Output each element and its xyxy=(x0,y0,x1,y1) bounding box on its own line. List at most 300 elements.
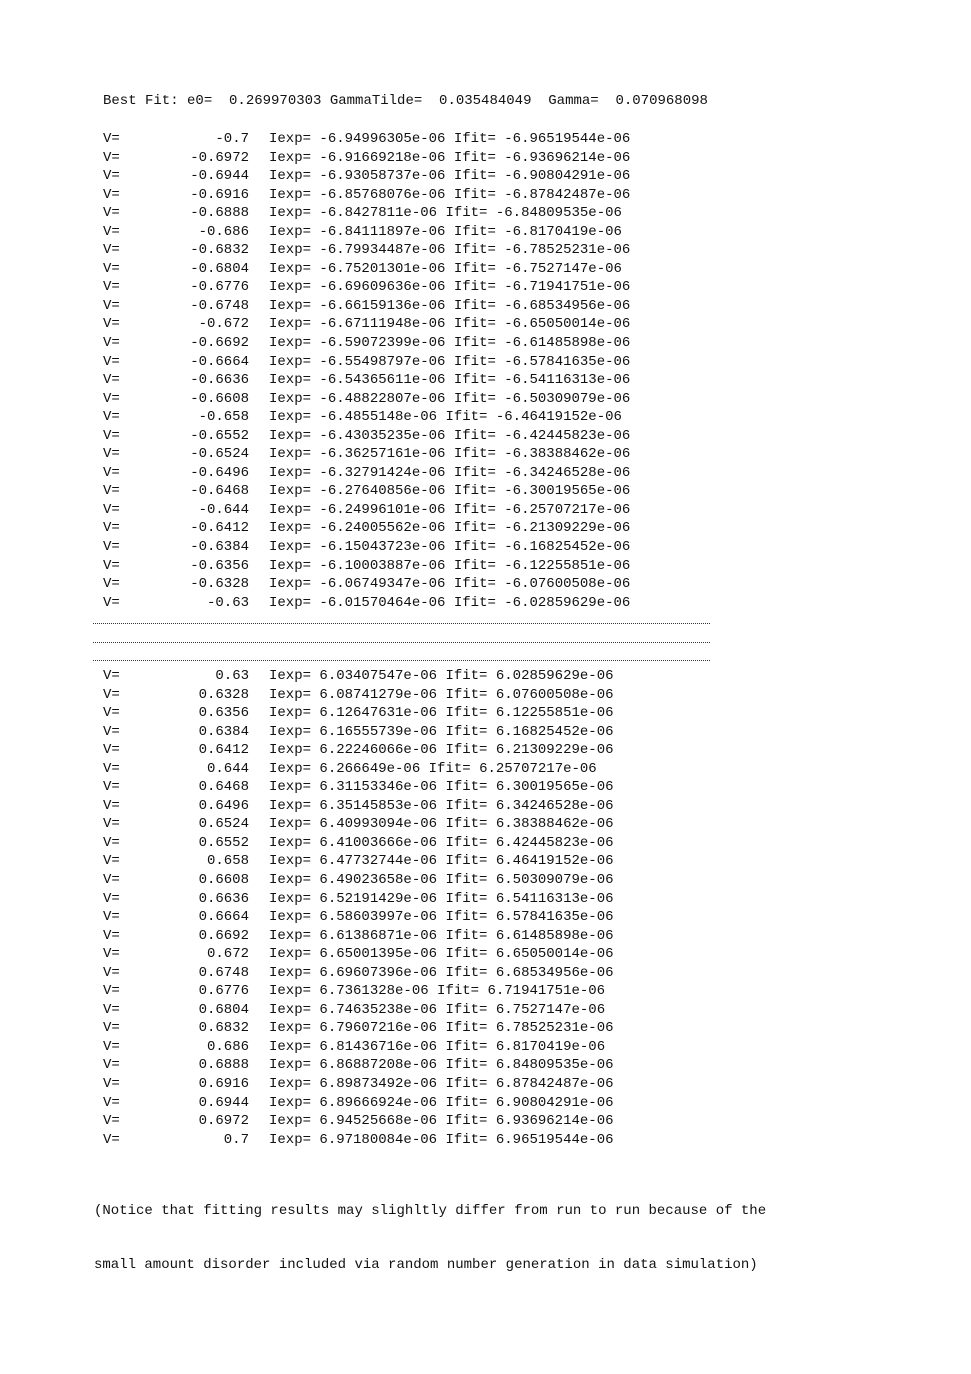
v-value: 0.6468 xyxy=(198,779,249,796)
v-label: V= xyxy=(103,390,120,407)
v-label: V= xyxy=(103,1057,120,1074)
ifit-label: Ifit= xyxy=(453,168,496,185)
current-values xyxy=(269,741,614,760)
ifit-label: Ifit= xyxy=(453,149,496,166)
iexp-label: Iexp= xyxy=(269,1131,312,1148)
ifit-label: Ifit= xyxy=(445,890,488,907)
iexp-value: 6.03407547e-06 xyxy=(319,668,438,684)
ifit-value: -6.84809535e-06 xyxy=(495,205,622,222)
v-label: V= xyxy=(103,1113,120,1130)
ifit-label: Ifit= xyxy=(445,1113,488,1130)
v-value: 0.6748 xyxy=(198,964,249,981)
current-values xyxy=(269,1112,614,1131)
iexp-value: -6.85768076e-06 xyxy=(319,186,446,203)
v-value: -0.6888 xyxy=(190,205,249,222)
v-value: -0.63 xyxy=(206,594,249,611)
v-value: 0.644 xyxy=(206,760,249,777)
ifit-label: Ifit= xyxy=(445,1057,488,1074)
v-value: 0.6384 xyxy=(198,723,249,740)
v-value: -0.6328 xyxy=(190,576,249,593)
v-label: V= xyxy=(103,353,120,370)
current-values xyxy=(269,519,630,538)
iexp-label: Iexp= xyxy=(269,983,312,1000)
iexp-label: Iexp= xyxy=(269,890,312,907)
v-value: -0.6972 xyxy=(190,149,249,166)
iexp-label: Iexp= xyxy=(269,723,312,740)
ifit-value: -6.71941751e-06 xyxy=(504,279,631,296)
v-value: -0.6468 xyxy=(190,483,249,500)
iexp-value: 6.22246066e-06 xyxy=(319,742,438,759)
ifit-label: Ifit= xyxy=(453,557,496,574)
v-value: -0.6412 xyxy=(190,520,249,537)
ifit-value: -6.87842487e-06 xyxy=(504,186,631,203)
iexp-value: -6.01570464e-06 xyxy=(319,594,446,611)
current-values xyxy=(269,557,630,576)
ifit-value: -6.8170419e-06 xyxy=(504,223,622,240)
ifit-label: Ifit= xyxy=(437,983,480,1000)
current-values xyxy=(269,334,630,353)
iexp-label: Iexp= xyxy=(269,760,312,777)
ifit-label: Ifit= xyxy=(453,131,496,147)
iexp-label: Iexp= xyxy=(269,149,312,166)
current-values xyxy=(269,501,630,520)
iexp-value: -6.69609636e-06 xyxy=(319,279,446,296)
footnote xyxy=(94,1166,766,1310)
current-values xyxy=(269,353,630,372)
iexp-value: -6.24996101e-06 xyxy=(319,501,446,518)
iexp-value: -6.36257161e-06 xyxy=(319,446,446,463)
current-values xyxy=(269,167,630,186)
v-value: -0.658 xyxy=(198,409,249,426)
v-label: V= xyxy=(103,446,120,463)
current-values xyxy=(269,130,630,149)
ifit-value: 6.78525231e-06 xyxy=(495,1020,614,1037)
ifit-value: -6.93696214e-06 xyxy=(504,149,631,166)
ifit-label: Ifit= xyxy=(453,260,496,277)
ifit-value: -6.38388462e-06 xyxy=(504,446,631,463)
v-value: -0.7 xyxy=(215,131,249,147)
ifit-value: 6.7527147e-06 xyxy=(495,1001,606,1018)
v-value: -0.6944 xyxy=(190,168,249,185)
ifit-value: 6.02859629e-06 xyxy=(495,668,614,684)
ifit-value: -6.12255851e-06 xyxy=(504,557,631,574)
v-label: V= xyxy=(103,816,120,833)
v-value: -0.6804 xyxy=(190,260,249,277)
iexp-label: Iexp= xyxy=(269,464,312,481)
ifit-label: Ifit= xyxy=(453,316,496,333)
v-value: -0.6692 xyxy=(190,335,249,352)
ifit-value: 6.07600508e-06 xyxy=(495,686,614,703)
v-value: -0.686 xyxy=(198,223,249,240)
iexp-label: Iexp= xyxy=(269,539,312,556)
ifit-value: 6.54116313e-06 xyxy=(495,890,614,907)
iexp-value: -6.91669218e-06 xyxy=(319,149,446,166)
iexp-value: -6.15043723e-06 xyxy=(319,539,446,556)
v-label: V= xyxy=(103,834,120,851)
ifit-label: Ifit= xyxy=(445,1094,488,1111)
current-values xyxy=(269,241,630,260)
current-values xyxy=(269,1038,605,1057)
iexp-value: -6.43035235e-06 xyxy=(319,427,446,444)
v-value: 0.6972 xyxy=(198,1113,249,1130)
ifit-label: Ifit= xyxy=(453,483,496,500)
iexp-value: 6.266649e-06 xyxy=(319,760,421,777)
iexp-label: Iexp= xyxy=(269,816,312,833)
v-value: 0.6496 xyxy=(198,797,249,814)
v-value: -0.672 xyxy=(198,316,249,333)
v-label: V= xyxy=(103,242,120,259)
v-value: 0.6916 xyxy=(198,1076,249,1093)
v-label: V= xyxy=(103,797,120,814)
v-value: -0.6552 xyxy=(190,427,249,444)
iexp-value: 6.08741279e-06 xyxy=(319,686,438,703)
iexp-value: 6.65001395e-06 xyxy=(319,946,438,963)
ifit-value: -6.78525231e-06 xyxy=(504,242,631,259)
v-label: V= xyxy=(103,576,120,593)
iexp-value: 6.74635238e-06 xyxy=(319,1001,438,1018)
best-fit-line: Best Fit: e0= 0.269970303 GammaTilde= 0.035484049 Gamma= 0.070968098 xyxy=(103,93,708,109)
iexp-label: Iexp= xyxy=(269,964,312,981)
iexp-value: -6.8427811e-06 xyxy=(319,205,438,222)
iexp-label: Iexp= xyxy=(269,557,312,574)
ifit-label: Ifit= xyxy=(445,1020,488,1037)
ifit-label: Ifit= xyxy=(445,1131,488,1148)
v-label: V= xyxy=(103,927,120,944)
current-values xyxy=(269,538,630,557)
iexp-label: Iexp= xyxy=(269,872,312,889)
current-values xyxy=(269,482,630,501)
v-value: -0.6664 xyxy=(190,353,249,370)
current-values xyxy=(269,871,614,890)
iexp-value: -6.54365611e-06 xyxy=(319,372,446,389)
current-values xyxy=(269,390,630,409)
ifit-label: Ifit= xyxy=(445,205,488,222)
v-label: V= xyxy=(103,964,120,981)
iexp-value: 6.89666924e-06 xyxy=(319,1094,438,1111)
current-values xyxy=(269,408,622,427)
current-values xyxy=(269,778,614,797)
ifit-value: 6.30019565e-06 xyxy=(495,779,614,796)
v-label: V= xyxy=(103,1001,120,1018)
current-values xyxy=(269,704,614,723)
ifit-value: -6.25707217e-06 xyxy=(504,501,631,518)
current-values xyxy=(269,667,614,686)
current-values xyxy=(269,834,614,853)
iexp-label: Iexp= xyxy=(269,834,312,851)
v-value: 0.6552 xyxy=(198,834,249,851)
ifit-label: Ifit= xyxy=(445,723,488,740)
v-label: V= xyxy=(103,279,120,296)
v-value: -0.644 xyxy=(198,501,249,518)
current-values xyxy=(269,260,622,279)
ifit-label: Ifit= xyxy=(453,335,496,352)
iexp-label: Iexp= xyxy=(269,520,312,537)
iexp-label: Iexp= xyxy=(269,168,312,185)
v-label: V= xyxy=(103,909,120,926)
ifit-label: Ifit= xyxy=(453,297,496,314)
ellipsis-divider xyxy=(93,660,710,661)
iexp-label: Iexp= xyxy=(269,390,312,407)
iexp-value: -6.32791424e-06 xyxy=(319,464,446,481)
ifit-label: Ifit= xyxy=(453,576,496,593)
ifit-label: Ifit= xyxy=(453,427,496,444)
iexp-label: Iexp= xyxy=(269,946,312,963)
ifit-value: -6.46419152e-06 xyxy=(495,409,622,426)
ellipsis-divider xyxy=(93,642,710,643)
iexp-value: -6.93058737e-06 xyxy=(319,168,446,185)
ifit-value: -6.65050014e-06 xyxy=(504,316,631,333)
iexp-label: Iexp= xyxy=(269,409,312,426)
ifit-label: Ifit= xyxy=(445,705,488,722)
ifit-label: Ifit= xyxy=(453,594,496,611)
ifit-value: -6.57841635e-06 xyxy=(504,353,631,370)
ifit-label: Ifit= xyxy=(453,501,496,518)
ifit-label: Ifit= xyxy=(453,353,496,370)
v-label: V= xyxy=(103,223,120,240)
ifit-value: 6.46419152e-06 xyxy=(495,853,614,870)
iexp-label: Iexp= xyxy=(269,335,312,352)
v-label: V= xyxy=(103,205,120,222)
current-values xyxy=(269,1019,614,1038)
iexp-value: -6.66159136e-06 xyxy=(319,297,446,314)
current-values xyxy=(269,464,630,483)
ifit-value: 6.38388462e-06 xyxy=(495,816,614,833)
iexp-value: 6.58603997e-06 xyxy=(319,909,438,926)
v-label: V= xyxy=(103,297,120,314)
iexp-value: -6.75201301e-06 xyxy=(319,260,446,277)
current-values xyxy=(269,315,630,334)
current-values xyxy=(269,945,614,964)
v-label: V= xyxy=(103,853,120,870)
current-values xyxy=(269,445,630,464)
iexp-label: Iexp= xyxy=(269,353,312,370)
iexp-label: Iexp= xyxy=(269,594,312,611)
v-label: V= xyxy=(103,890,120,907)
ifit-value: -6.02859629e-06 xyxy=(504,594,631,611)
ifit-label: Ifit= xyxy=(445,872,488,889)
current-values xyxy=(269,908,614,927)
v-label: V= xyxy=(103,760,120,777)
current-values xyxy=(269,186,630,205)
v-label: V= xyxy=(103,779,120,796)
v-value: 0.6776 xyxy=(198,983,249,1000)
v-value: -0.6832 xyxy=(190,242,249,259)
ifit-value: 6.16825452e-06 xyxy=(495,723,614,740)
ifit-label: Ifit= xyxy=(445,668,488,684)
ifit-value: -6.30019565e-06 xyxy=(504,483,631,500)
ifit-label: Ifit= xyxy=(445,927,488,944)
iexp-value: -6.67111948e-06 xyxy=(319,316,446,333)
current-values xyxy=(269,1001,605,1020)
v-label: V= xyxy=(103,149,120,166)
v-label: V= xyxy=(103,131,120,147)
iexp-label: Iexp= xyxy=(269,260,312,277)
v-label: V= xyxy=(103,539,120,556)
iexp-value: 6.89873492e-06 xyxy=(319,1076,438,1093)
v-value: 0.686 xyxy=(206,1038,249,1055)
current-values xyxy=(269,760,597,779)
ifit-value: 6.96519544e-06 xyxy=(495,1131,614,1148)
iexp-value: 6.61386871e-06 xyxy=(319,927,438,944)
iexp-value: 6.12647631e-06 xyxy=(319,705,438,722)
v-value: 0.6608 xyxy=(198,872,249,889)
v-value: -0.6356 xyxy=(190,557,249,574)
iexp-value: -6.24005562e-06 xyxy=(319,520,446,537)
ifit-value: -6.68534956e-06 xyxy=(504,297,631,314)
ifit-label: Ifit= xyxy=(445,409,488,426)
v-value: 0.6636 xyxy=(198,890,249,907)
current-values xyxy=(269,204,622,223)
iexp-value: 6.16555739e-06 xyxy=(319,723,438,740)
iexp-label: Iexp= xyxy=(269,186,312,203)
iexp-label: Iexp= xyxy=(269,279,312,296)
iexp-label: Iexp= xyxy=(269,297,312,314)
iexp-label: Iexp= xyxy=(269,131,312,147)
iexp-label: Iexp= xyxy=(269,1020,312,1037)
v-label: V= xyxy=(103,686,120,703)
iexp-value: 6.35145853e-06 xyxy=(319,797,438,814)
iexp-label: Iexp= xyxy=(269,205,312,222)
iexp-label: Iexp= xyxy=(269,1001,312,1018)
iexp-value: -6.06749347e-06 xyxy=(319,576,446,593)
iexp-label: Iexp= xyxy=(269,1057,312,1074)
ifit-label: Ifit= xyxy=(445,964,488,981)
ifit-value: 6.68534956e-06 xyxy=(495,964,614,981)
v-value: -0.6496 xyxy=(190,464,249,481)
ifit-label: Ifit= xyxy=(445,742,488,759)
ifit-value: 6.71941751e-06 xyxy=(487,983,606,1000)
ifit-label: Ifit= xyxy=(453,390,496,407)
ifit-value: 6.8170419e-06 xyxy=(495,1038,606,1055)
current-values xyxy=(269,594,630,613)
ifit-value: -6.61485898e-06 xyxy=(504,335,631,352)
current-values xyxy=(269,1075,614,1094)
v-label: V= xyxy=(103,464,120,481)
ifit-label: Ifit= xyxy=(453,223,496,240)
iexp-value: -6.84111897e-06 xyxy=(319,223,446,240)
ifit-label: Ifit= xyxy=(445,946,488,963)
v-label: V= xyxy=(103,983,120,1000)
v-value: 0.672 xyxy=(206,946,249,963)
iexp-label: Iexp= xyxy=(269,316,312,333)
ifit-value: 6.87842487e-06 xyxy=(495,1076,614,1093)
v-label: V= xyxy=(103,742,120,759)
v-label: V= xyxy=(103,946,120,963)
footnote-line: (Notice that fitting results may slighltly differ from run to run because of the xyxy=(94,1203,767,1219)
iexp-label: Iexp= xyxy=(269,797,312,814)
ifit-label: Ifit= xyxy=(445,1076,488,1093)
ellipsis-divider xyxy=(93,623,710,624)
current-values xyxy=(269,927,614,946)
iexp-value: -6.55498797e-06 xyxy=(319,353,446,370)
iexp-value: -6.59072399e-06 xyxy=(319,335,446,352)
iexp-label: Iexp= xyxy=(269,223,312,240)
current-values xyxy=(269,575,630,594)
v-label: V= xyxy=(103,316,120,333)
ifit-value: 6.90804291e-06 xyxy=(495,1094,614,1111)
v-label: V= xyxy=(103,260,120,277)
ifit-value: 6.65050014e-06 xyxy=(495,946,614,963)
ifit-value: 6.25707217e-06 xyxy=(479,760,597,777)
current-values xyxy=(269,223,622,242)
iexp-label: Iexp= xyxy=(269,446,312,463)
iexp-label: Iexp= xyxy=(269,927,312,944)
v-label: V= xyxy=(103,1094,120,1111)
current-values xyxy=(269,278,630,297)
iexp-value: 6.81436716e-06 xyxy=(319,1038,438,1055)
iexp-value: 6.52191429e-06 xyxy=(319,890,438,907)
v-label: V= xyxy=(103,168,120,185)
iexp-value: 6.79607216e-06 xyxy=(319,1020,438,1037)
ifit-value: 6.57841635e-06 xyxy=(495,909,614,926)
ifit-label: Ifit= xyxy=(445,779,488,796)
iexp-value: -6.27640856e-06 xyxy=(319,483,446,500)
ifit-label: Ifit= xyxy=(445,1001,488,1018)
v-label: V= xyxy=(103,872,120,889)
v-value: 0.6664 xyxy=(198,909,249,926)
v-label: V= xyxy=(103,372,120,389)
v-label: V= xyxy=(103,668,120,684)
v-label: V= xyxy=(103,483,120,500)
iexp-label: Iexp= xyxy=(269,779,312,796)
ifit-value: -6.42445823e-06 xyxy=(504,427,631,444)
footnote-line: small amount disorder included via random number generation in data simulation) xyxy=(94,1257,758,1273)
iexp-value: 6.86887208e-06 xyxy=(319,1057,438,1074)
ifit-label: Ifit= xyxy=(453,186,496,203)
ifit-label: Ifit= xyxy=(453,520,496,537)
iexp-label: Iexp= xyxy=(269,1094,312,1111)
ifit-label: Ifit= xyxy=(453,464,496,481)
v-label: V= xyxy=(103,186,120,203)
iexp-value: -6.10003887e-06 xyxy=(319,557,446,574)
ifit-value: -6.50309079e-06 xyxy=(504,390,631,407)
ifit-label: Ifit= xyxy=(445,686,488,703)
iexp-label: Iexp= xyxy=(269,668,312,684)
current-values xyxy=(269,149,630,168)
v-value: 0.6412 xyxy=(198,742,249,759)
ifit-value: -6.7527147e-06 xyxy=(504,260,622,277)
ifit-label: Ifit= xyxy=(453,539,496,556)
iexp-value: 6.69607396e-06 xyxy=(319,964,438,981)
v-value: 0.6804 xyxy=(198,1001,249,1018)
iexp-value: -6.4855148e-06 xyxy=(319,409,438,426)
v-label: V= xyxy=(103,427,120,444)
current-values xyxy=(269,371,630,390)
iexp-value: -6.79934487e-06 xyxy=(319,242,446,259)
v-value: -0.6524 xyxy=(190,446,249,463)
ifit-label: Ifit= xyxy=(445,1038,488,1055)
ifit-value: 6.84809535e-06 xyxy=(495,1057,614,1074)
iexp-label: Iexp= xyxy=(269,1038,312,1055)
v-label: V= xyxy=(103,1076,120,1093)
ifit-label: Ifit= xyxy=(453,446,496,463)
iexp-label: Iexp= xyxy=(269,483,312,500)
current-values xyxy=(269,890,614,909)
ifit-label: Ifit= xyxy=(445,834,488,851)
ifit-value: 6.34246528e-06 xyxy=(495,797,614,814)
iexp-value: -6.48822807e-06 xyxy=(319,390,446,407)
v-value: 0.6888 xyxy=(198,1057,249,1074)
ifit-value: -6.07600508e-06 xyxy=(504,576,631,593)
v-label: V= xyxy=(103,1131,120,1148)
iexp-value: 6.97180084e-06 xyxy=(319,1131,438,1148)
current-values xyxy=(269,1094,614,1113)
v-label: V= xyxy=(103,594,120,611)
v-value: -0.6776 xyxy=(190,279,249,296)
iexp-label: Iexp= xyxy=(269,242,312,259)
ifit-value: 6.21309229e-06 xyxy=(495,742,614,759)
ifit-value: -6.90804291e-06 xyxy=(504,168,631,185)
